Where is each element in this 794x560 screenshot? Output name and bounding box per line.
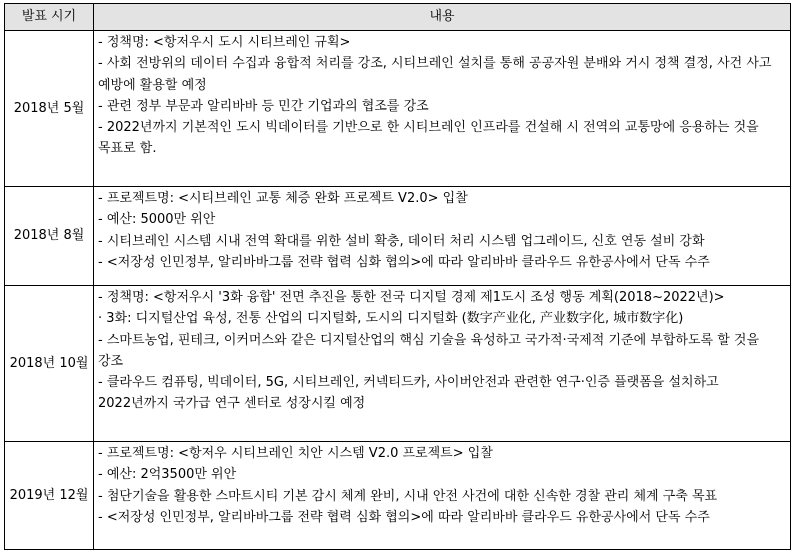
content-cell bbox=[94, 31, 791, 187]
content-line: - <저장성 인민정부, 알리바바그룹 전략 협력 심화 협의>에 따라 알리바바 클라우드 유한공사에서 단독 수주 bbox=[98, 254, 710, 270]
content-line: - 2022년까지 기본적인 도시 빅데이터를 기반으로 한 시티브레인 인프라를 건설해 시 전역의 교통망에 응용하는 것을 목표로 함. bbox=[98, 120, 759, 157]
content-line: - 예산: 2억3500만 위안 bbox=[98, 467, 237, 483]
table-row bbox=[5, 442, 791, 550]
content-cell bbox=[94, 286, 791, 442]
content-line: - 관련 정부 부문과 알리바바 등 민간 기업과의 협조를 강조 bbox=[98, 98, 429, 114]
header-date: 발표 시기 bbox=[5, 4, 94, 31]
table-row bbox=[5, 286, 791, 442]
date-cell: 2018년 8월 bbox=[5, 187, 94, 286]
date-cell: 2018년 10월 bbox=[5, 286, 94, 442]
content-line: - 시티브레인 시스템 시내 전역 확대를 위한 설비 확충, 데이터 처리 시스템 업그레이드, 신호 연동 설비 강화 bbox=[98, 233, 705, 249]
table-row bbox=[5, 31, 791, 187]
content-line: - <저장성 인민정부, 알리바바그룹 전략 협력 심화 협의>에 따라 알리바바 클라우드 유한공사에서 단독 수주 bbox=[98, 509, 710, 525]
content-line: - 정책명: <항저우시 도시 시티브레인 규획> bbox=[98, 35, 351, 50]
content-line: - 스마트농업, 핀테크, 이커머스와 같은 디지털산업의 핵심 기술을 육성하고 국가적·국제적 기준에 부합하도록 할 것을 강조 bbox=[98, 332, 760, 369]
content-line: - 정책명: <항저우시 '3화 융합' 전면 추진을 통한 전국 디지털 경제 제1도시 조성 행동 계획(2018~2022년)> bbox=[98, 290, 725, 305]
policy-timeline-table bbox=[4, 3, 791, 550]
header-row bbox=[5, 4, 791, 31]
content-line: - 클라우드 컴퓨팅, 빅데이터, 5G, 시티브레인, 커넥티드카, 사이버안전과 관련한 연구·인증 플랫폼을 설치하고 2022년까지 국가급 연구 센터로 성장시킬 예정 bbox=[98, 375, 719, 412]
table-row bbox=[5, 187, 791, 286]
content-line: - 예산: 5000만 위안 bbox=[98, 212, 216, 228]
content-cell bbox=[94, 187, 791, 286]
date-cell: 2018년 5월 bbox=[5, 31, 94, 187]
header-content: 내용 bbox=[94, 4, 791, 31]
content-line: · 3화: 디지털산업 육성, 전통 산업의 디지털화, 도시의 디지털화 (数字产业化, 产业数字化, 城市数字化) bbox=[98, 311, 684, 327]
content-line: - 첨단기술을 활용한 스마트시티 기본 감시 체계 완비, 시내 안전 사건에 대한 신속한 경찰 관리 체계 구축 목표 bbox=[98, 488, 718, 504]
date-cell: 2019년 12월 bbox=[5, 442, 94, 550]
content-line: - 프로젝트명: <시티브레인 교통 체증 완화 프로젝트 V2.0> 입찰 bbox=[98, 191, 468, 206]
content-line: - 프로젝트명: <항저우 시티브레인 치안 시스템 V2.0 프로젝트> 입찰 bbox=[98, 446, 493, 461]
content-cell bbox=[94, 442, 791, 550]
content-line: - 사회 전방위의 데이터 수집과 융합적 처리를 강조, 시티브레인 설치를 통해 공공자원 분배와 거시 정책 결정, 사건 사고 예방에 활용할 예정 bbox=[98, 56, 772, 93]
